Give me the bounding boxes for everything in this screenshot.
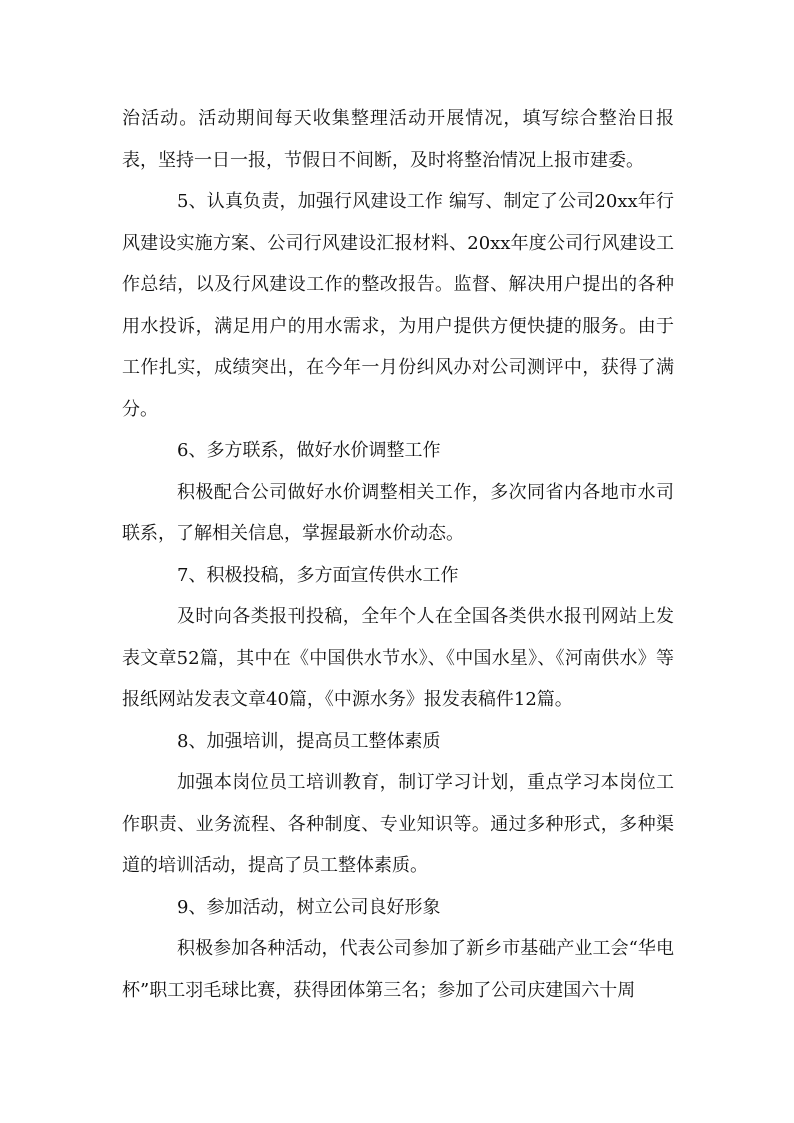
paragraph-item-9-body: 积极参加各种活动，代表公司参加了新乡市基础产业工会“华电杯”职工羽毛球比赛，获得团体第三名；参加了公司庆建国六十周 — [122, 938, 674, 1001]
heading-item-7: 7、积极投稿，多方面宣传供水工作 — [177, 564, 459, 586]
paragraph-item-6-body: 积极配合公司做好水价调整相关工作，多次同省内各地市水司联系，了解相关信息，掌握最新水价动态。 — [122, 481, 674, 544]
paragraph-item-7-body: 及时向各类报刊投稿，全年个人在全国各类供水报刊网站上发表文章52篇，其中在《中国供水节水》、《中国水星》、《河南供水》等报纸网站发表文章40篇，《中源水务》报发表稿件12篇。 — [122, 606, 674, 710]
paragraph-item-5: 5、认真负责，加强行风建设工作 编写、制定了公司20xx年行风建设实施方案、公司行风建设汇报材料、20xx年度公司行风建设工作总结，以及行风建设工作的整改报告。监督、解决用户提出的各种用水投诉，满足用户的用水需求，为用户提供方便快捷的服务。由于工作扎实，成绩突出，在今年一月份纠风办对公司测评中，获得了满分。 — [122, 191, 674, 420]
heading-item-9: 9、参加活动，树立公司良好形象 — [177, 896, 441, 918]
heading-item-8: 8、加强培训，提高员工整体素质 — [177, 730, 441, 752]
paragraph-continuation: 治活动。活动期间每天收集整理活动开展情况，填写综合整治日报表，坚持一日一报，节假日不间断，及时将整治情况上报市建委。 — [122, 108, 674, 171]
document-body — [122, 98, 674, 1011]
heading-item-6: 6、多方联系，做好水价调整工作 — [177, 440, 441, 461]
paragraph-item-8-body: 加强本岗位员工培训教育，制订学习计划，重点学习本岗位工作职责、业务流程、各种制度、专业知识等。通过多种形式，多种渠道的培训活动，提高了员工整体素质。 — [122, 772, 674, 876]
